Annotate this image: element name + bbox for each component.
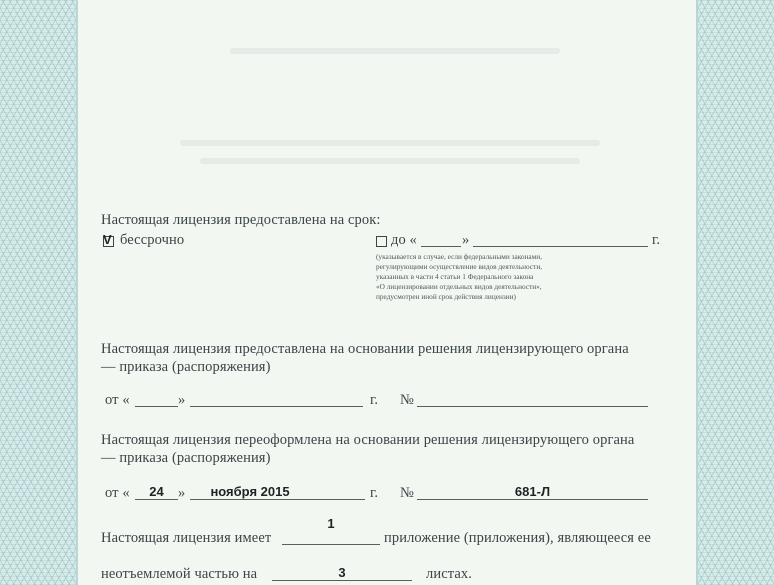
appendix-count-value[interactable]: 1	[327, 516, 335, 531]
reissue-line-2: — приказа (распоряжения)	[101, 450, 271, 466]
until-quote-close: »	[462, 232, 470, 248]
until-day-field[interactable]	[421, 246, 461, 247]
until-date-prefix: до «	[391, 232, 417, 248]
appendix-sheets-value[interactable]: 3	[338, 565, 346, 580]
term-note-line: (указывается в случае, если федеральными законами,	[376, 252, 543, 261]
term-note-line: указанных в части 4 статьи 1 Федерального закона	[376, 272, 534, 281]
appendix-line-2-prefix: неотъемлемой частью на	[101, 566, 258, 582]
term-heading: Настоящая лицензия предоставлена на срок:	[101, 212, 381, 228]
term-note-line: регулирующими осуществление видов деятельности,	[376, 262, 543, 271]
bleed-through-mark	[200, 158, 580, 164]
unlimited-label: бессрочно	[120, 232, 185, 248]
appendix-line-2-suffix: листах.	[426, 566, 472, 582]
reissue-day-field	[135, 499, 178, 500]
right-guilloche-border	[698, 0, 774, 585]
reissue-month-year-value[interactable]: ноября 2015	[210, 484, 290, 499]
reissue-line-1: Настоящая лицензия переоформлена на основании решения лицензирующего органа	[101, 432, 635, 448]
basis-from-prefix: от «	[105, 392, 130, 408]
basis-line-2: — приказа (распоряжения)	[101, 359, 271, 375]
right-border-edge	[696, 0, 698, 585]
reissue-day-value[interactable]: 24	[149, 484, 164, 499]
basis-day-field[interactable]	[135, 406, 178, 407]
basis-year-suffix: г.	[370, 392, 379, 408]
reissue-month-year-field	[190, 499, 365, 500]
until-month-year-field[interactable]	[473, 246, 648, 247]
basis-month-year-field[interactable]	[190, 406, 363, 407]
term-note-line: предусмотрен иной срок действия лицензии)	[376, 292, 516, 301]
appendix-text-after: приложение (приложения), являющееся ее	[384, 530, 651, 546]
bleed-through-mark	[180, 140, 600, 146]
left-guilloche-border	[0, 0, 76, 585]
appendix-sheets-field	[272, 580, 412, 581]
reissue-number-field	[417, 499, 648, 500]
unlimited-check-mark: V	[103, 232, 112, 247]
basis-quote-close: »	[178, 392, 186, 408]
until-year-suffix: г.	[652, 232, 661, 248]
reissue-year-suffix: г.	[370, 485, 379, 501]
until-date-checkbox[interactable]	[376, 236, 387, 247]
basis-number-sign: №	[400, 392, 414, 408]
reissue-quote-close: »	[178, 485, 186, 501]
left-border-edge	[76, 0, 78, 585]
reissue-from-prefix: от «	[105, 485, 130, 501]
basis-line-1: Настоящая лицензия предоставлена на основании решения лицензирующего органа	[101, 341, 629, 357]
appendix-text-before: Настоящая лицензия имеет	[101, 530, 272, 546]
bleed-through-mark	[230, 48, 560, 54]
reissue-number-value[interactable]: 681-Л	[514, 484, 551, 499]
term-note-line: «О лицензировании отдельных видов деятельности»,	[376, 282, 542, 291]
appendix-count-field	[282, 544, 380, 545]
reissue-number-sign: №	[400, 485, 414, 501]
basis-number-field[interactable]	[417, 406, 648, 407]
